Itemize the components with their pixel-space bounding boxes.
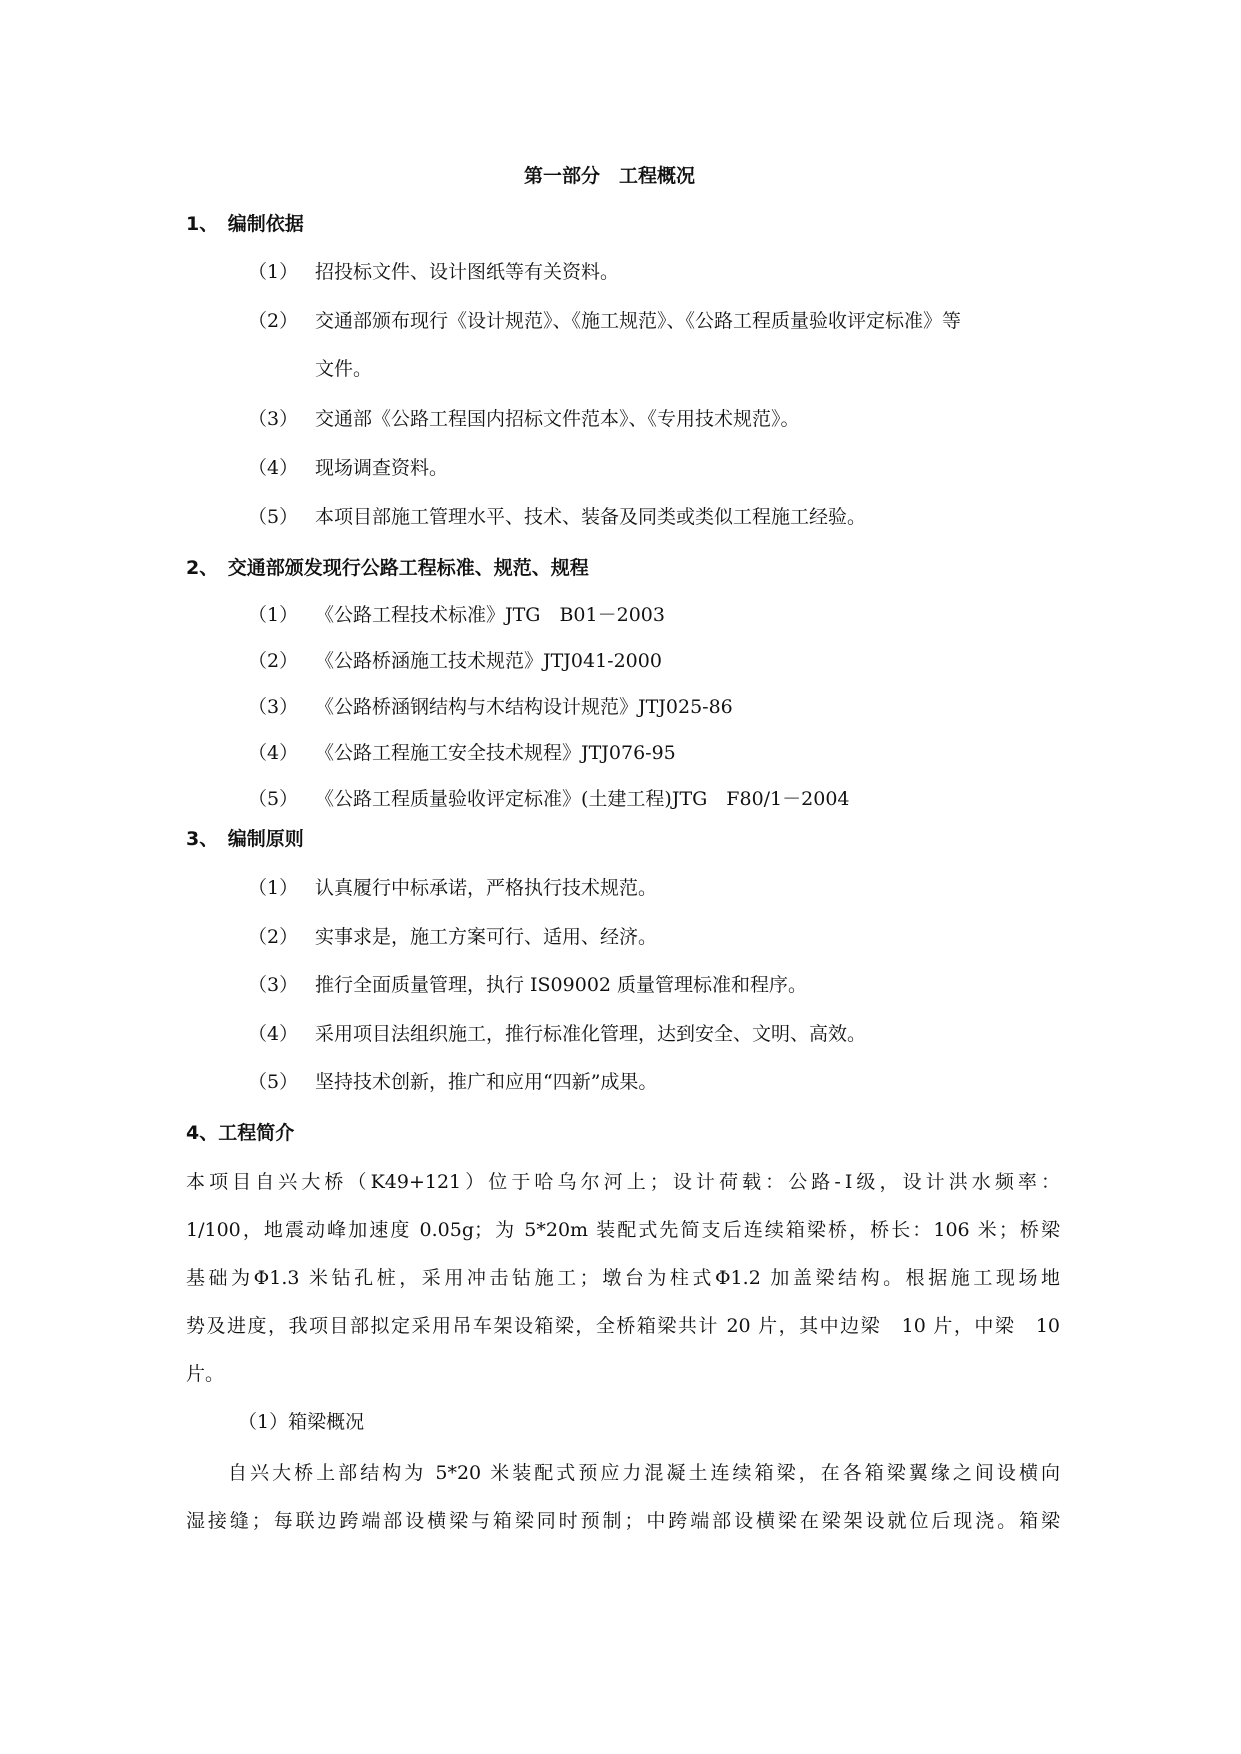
list-item-text: 采用项目法组织施工，推行标准化管理，达到安全、文明、高效。: [315, 1023, 867, 1045]
list-item-text: 《公路桥涵钢结构与木结构设计规范》JTJ025-86: [315, 696, 733, 718]
list-item-number: （2）: [248, 926, 299, 948]
section-3-heading: 3、 编制原则: [186, 828, 304, 850]
list-item-text: 交通部《公路工程国内招标文件范本》、《专用技术规范》。: [315, 408, 800, 430]
section-2-heading: 2、 交通部颁发现行公路工程标准、规范、规程: [186, 557, 589, 579]
list-item-text: 本项目部施工管理水平、技术、装备及同类或类似工程施工经验。: [315, 506, 867, 528]
list-item-number: （1）: [248, 261, 299, 283]
list-item: [248, 925, 298, 949]
list-item-number: （3）: [248, 974, 299, 996]
list-item-number: （5）: [248, 788, 299, 810]
sub-heading: （1）箱梁概况: [238, 1411, 365, 1433]
list-item-text-continued: 文件。: [315, 358, 373, 380]
paragraph-line: 基础为Φ1.3 米钻孔桩，采用冲击钻施工；墩台为柱式Φ1.2 加盖梁结构。根据施工现场地: [186, 1267, 1060, 1289]
list-item-text: 《公路工程施工安全技术规程》JTJ076-95: [315, 742, 676, 764]
paragraph-line: 湿接缝；每联边跨端部设横梁与箱梁同时预制；中跨端部设横梁在梁架设就位后现浇。箱梁: [186, 1510, 1060, 1532]
list-item: [248, 649, 298, 673]
list-item-number: （3）: [248, 696, 299, 718]
list-item-text: 《公路工程技术标准》JTG B01－2003: [315, 604, 665, 626]
list-item-number: （3）: [248, 408, 299, 430]
paragraph-line: 片。: [186, 1363, 225, 1385]
paragraph-line: 势及进度，我项目部拟定采用吊车架设箱梁，全桥箱梁共计 20 片，其中边梁 10 片，中梁 10: [186, 1315, 1060, 1337]
list-item-text: 认真履行中标承诺，严格执行技术规范。: [315, 877, 658, 899]
paragraph-line: 1/100，地震动峰加速度 0.05g；为 5*20m 装配式先简支后连续箱梁桥，桥长：106 米；桥梁: [186, 1219, 1060, 1241]
paragraph-line: 自兴大桥上部结构为 5*20 米装配式预应力混凝土连续箱梁，在各箱梁翼缘之间设横向: [228, 1462, 1060, 1484]
list-item-number: （1）: [248, 604, 299, 626]
list-item-number: （4）: [248, 457, 299, 479]
list-item: [248, 603, 298, 627]
list-item-number: （2）: [248, 310, 299, 332]
list-item: [248, 505, 298, 529]
list-item-number: （5）: [248, 506, 299, 528]
list-item: [248, 260, 298, 284]
list-item: [248, 1070, 298, 1094]
list-item: [248, 876, 298, 900]
list-item-text: 坚持技术创新，推广和应用“四新”成果。: [315, 1071, 658, 1093]
list-item-text: 现场调查资料。: [315, 457, 449, 479]
list-item-text: 实事求是，施工方案可行、适用、经济。: [315, 926, 658, 948]
list-item: [248, 1022, 298, 1046]
list-item-text: 《公路工程质量验收评定标准》(土建工程)JTG F80/1－2004: [315, 788, 850, 810]
list-item-text: 推行全面质量管理，执行 IS09002 质量管理标准和程序。: [315, 974, 808, 996]
paragraph-line: 本项目自兴大桥（K49+121）位于哈乌尔河上；设计荷载：公路-Ⅰ级，设计洪水频率：: [186, 1171, 1060, 1193]
list-item: [248, 695, 298, 719]
list-item: [248, 309, 298, 333]
page-title: 第一部分 工程概况: [524, 165, 696, 187]
list-item-number: （5）: [248, 1071, 299, 1093]
section-4-heading: 4、工程简介: [186, 1122, 295, 1144]
list-item-number: （2）: [248, 650, 299, 672]
list-item-number: （4）: [248, 1023, 299, 1045]
list-item: [248, 973, 298, 997]
list-item-text: 交通部颁布现行《设计规范》、《施工规范》、《公路工程质量验收评定标准》等: [315, 310, 962, 332]
list-item-text: 《公路桥涵施工技术规范》JTJ041-2000: [315, 650, 662, 672]
list-item: [248, 407, 298, 431]
list-item-text: 招投标文件、设计图纸等有关资料。: [315, 261, 620, 283]
list-item-number: （4）: [248, 742, 299, 764]
list-item: [248, 787, 298, 811]
list-item: [248, 741, 298, 765]
list-item-number: （1）: [248, 877, 299, 899]
section-1-heading: 1、 编制依据: [186, 213, 304, 235]
list-item: [248, 456, 298, 480]
